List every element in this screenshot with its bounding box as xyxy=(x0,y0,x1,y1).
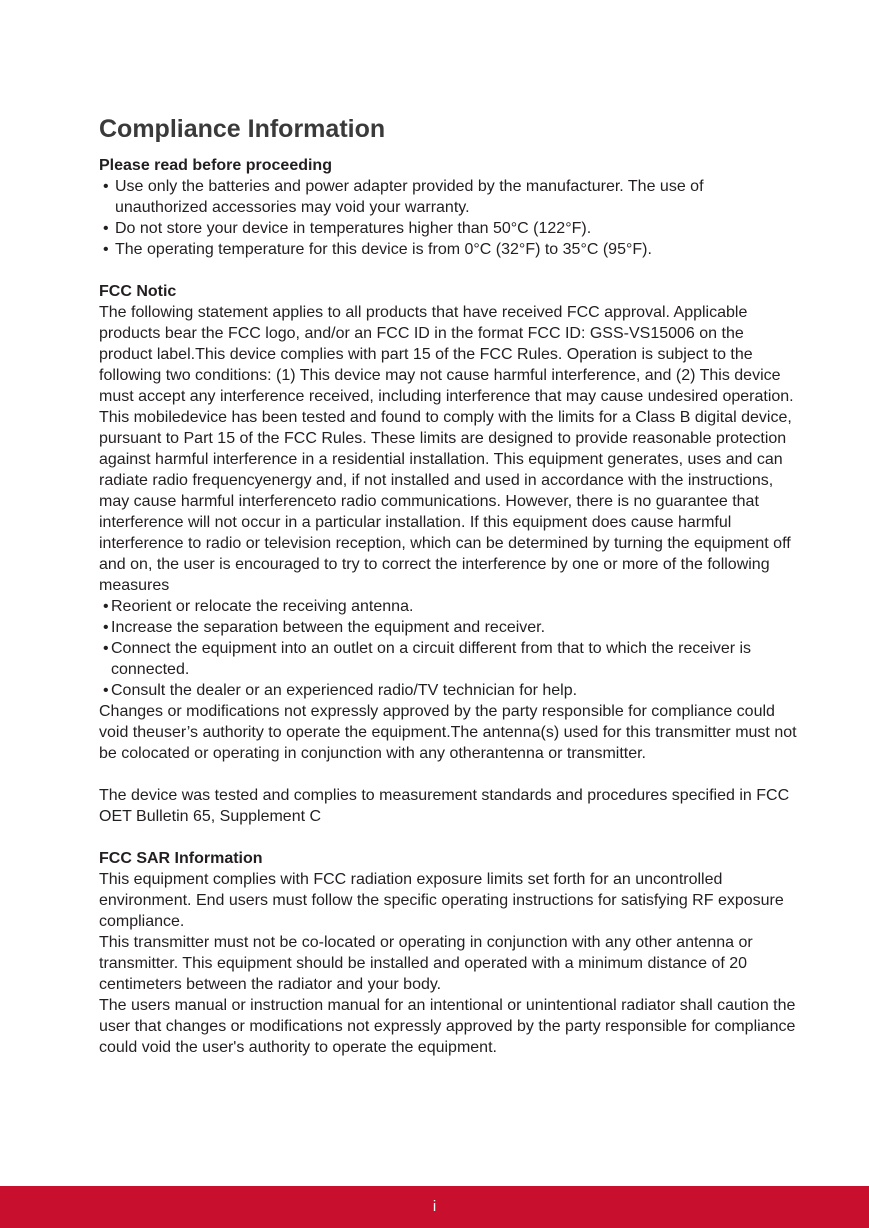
bullet-icon: • xyxy=(103,220,109,237)
measure-3: Connect the equipment into an outlet on a circuit different from that to which the receiver is connected. xyxy=(111,640,752,678)
intro-heading: Please read before proceeding xyxy=(99,157,332,174)
list-item xyxy=(99,176,799,218)
page-number: i xyxy=(432,1198,437,1215)
list-item xyxy=(99,617,799,638)
list-item xyxy=(99,638,799,680)
measure-1: Reorient or relocate the receiving antenna. xyxy=(111,598,414,615)
measure-4: Consult the dealer or an experienced radio/TV technician for help. xyxy=(111,682,578,699)
document-page xyxy=(99,113,799,1058)
page-title: Compliance Information xyxy=(99,115,386,143)
fcc-sar-paragraph-3: The users manual or instruction manual for an intentional or unintentional radiator shall caution the user that changes or modifications not expressly approved by the party responsible for compliance could void the user's authority to operate the equipment. xyxy=(99,997,796,1056)
intro-bullet-2: Do not store your device in temperatures higher than 50°C (122°F). xyxy=(115,220,592,237)
bullet-icon: • xyxy=(103,598,109,615)
list-item xyxy=(99,680,799,701)
list-item xyxy=(99,596,799,617)
bullet-icon: • xyxy=(103,682,109,699)
spacer xyxy=(99,260,799,281)
bullet-icon: • xyxy=(103,619,109,636)
spacer xyxy=(99,764,799,785)
fcc-sar-paragraph-1: This equipment complies with FCC radiation exposure limits set forth for an uncontrolled environment. End users must follow the specific operating instructions for satisfying RF exposure compliance. xyxy=(99,871,784,930)
spacer xyxy=(99,827,799,848)
fcc-notice-paragraph: The following statement applies to all products that have received FCC approval. Applicable products bear the FCC logo, and/or an FCC ID in the format FCC ID: GSS-VS15006 on the product label.This device complies with part 15 of the FCC Rules. Operation is subject to the following two conditions: (1) This device may not cause harmful interference, and (2) This device must accept any interference received, including interference that may cause undesired operation. This mobiledevice has been tested and found to comply with the limits for a Class B digital device, pursuant to Part 15 of the FCC Rules. These limits are designed to provide reasonable protection against harmful interference in a residential installation. This equipment generates, uses and can radiate radio frequencyenergy and, if not installed and used in accordance with the instructions, may cause harmful interferenceto radio communications. However, there is no guarantee that interference will not occur in a particular installation. If this equipment does cause harmful interference to radio or television reception, which can be determined by turning the equipment off and on, the user is encouraged to try to correct the interference by one or more of the following measures xyxy=(99,304,794,594)
list-item xyxy=(99,218,799,239)
fcc-measures-list xyxy=(99,596,799,701)
bullet-icon: • xyxy=(103,178,109,195)
fcc-sar-paragraph-2: This transmitter must not be co-located or operating in conjunction with any other antenna or transmitter. This equipment should be installed and operated with a minimum distance of 20 centimeters between the radiator and your body. xyxy=(99,934,753,993)
measure-2: Increase the separation between the equipment and receiver. xyxy=(111,619,546,636)
fcc-tested-paragraph: The device was tested and complies to measurement standards and procedures specified in FCC OET Bulletin 65, Supplement C xyxy=(99,787,790,825)
bullet-icon: • xyxy=(103,241,109,258)
bullet-icon: • xyxy=(103,640,109,657)
intro-bullet-1: Use only the batteries and power adapter provided by the manufacturer. The use of unauthorized accessories may void your warranty. xyxy=(115,178,704,216)
intro-bullet-3: The operating temperature for this device is from 0°C (32°F) to 35°C (95°F). xyxy=(115,241,652,258)
page-footer xyxy=(0,1186,869,1228)
fcc-sar-heading: FCC SAR Information xyxy=(99,850,263,867)
fcc-changes-paragraph: Changes or modifications not expressly approved by the party responsible for compliance could void theuser’s authority to operate the equipment.The antenna(s) used for this transmitter must not be colocated or operating in conjunction with any otherantenna or transmitter. xyxy=(99,703,797,762)
fcc-notice-heading: FCC Notic xyxy=(99,283,177,300)
intro-bullet-list xyxy=(99,176,799,260)
list-item xyxy=(99,239,799,260)
